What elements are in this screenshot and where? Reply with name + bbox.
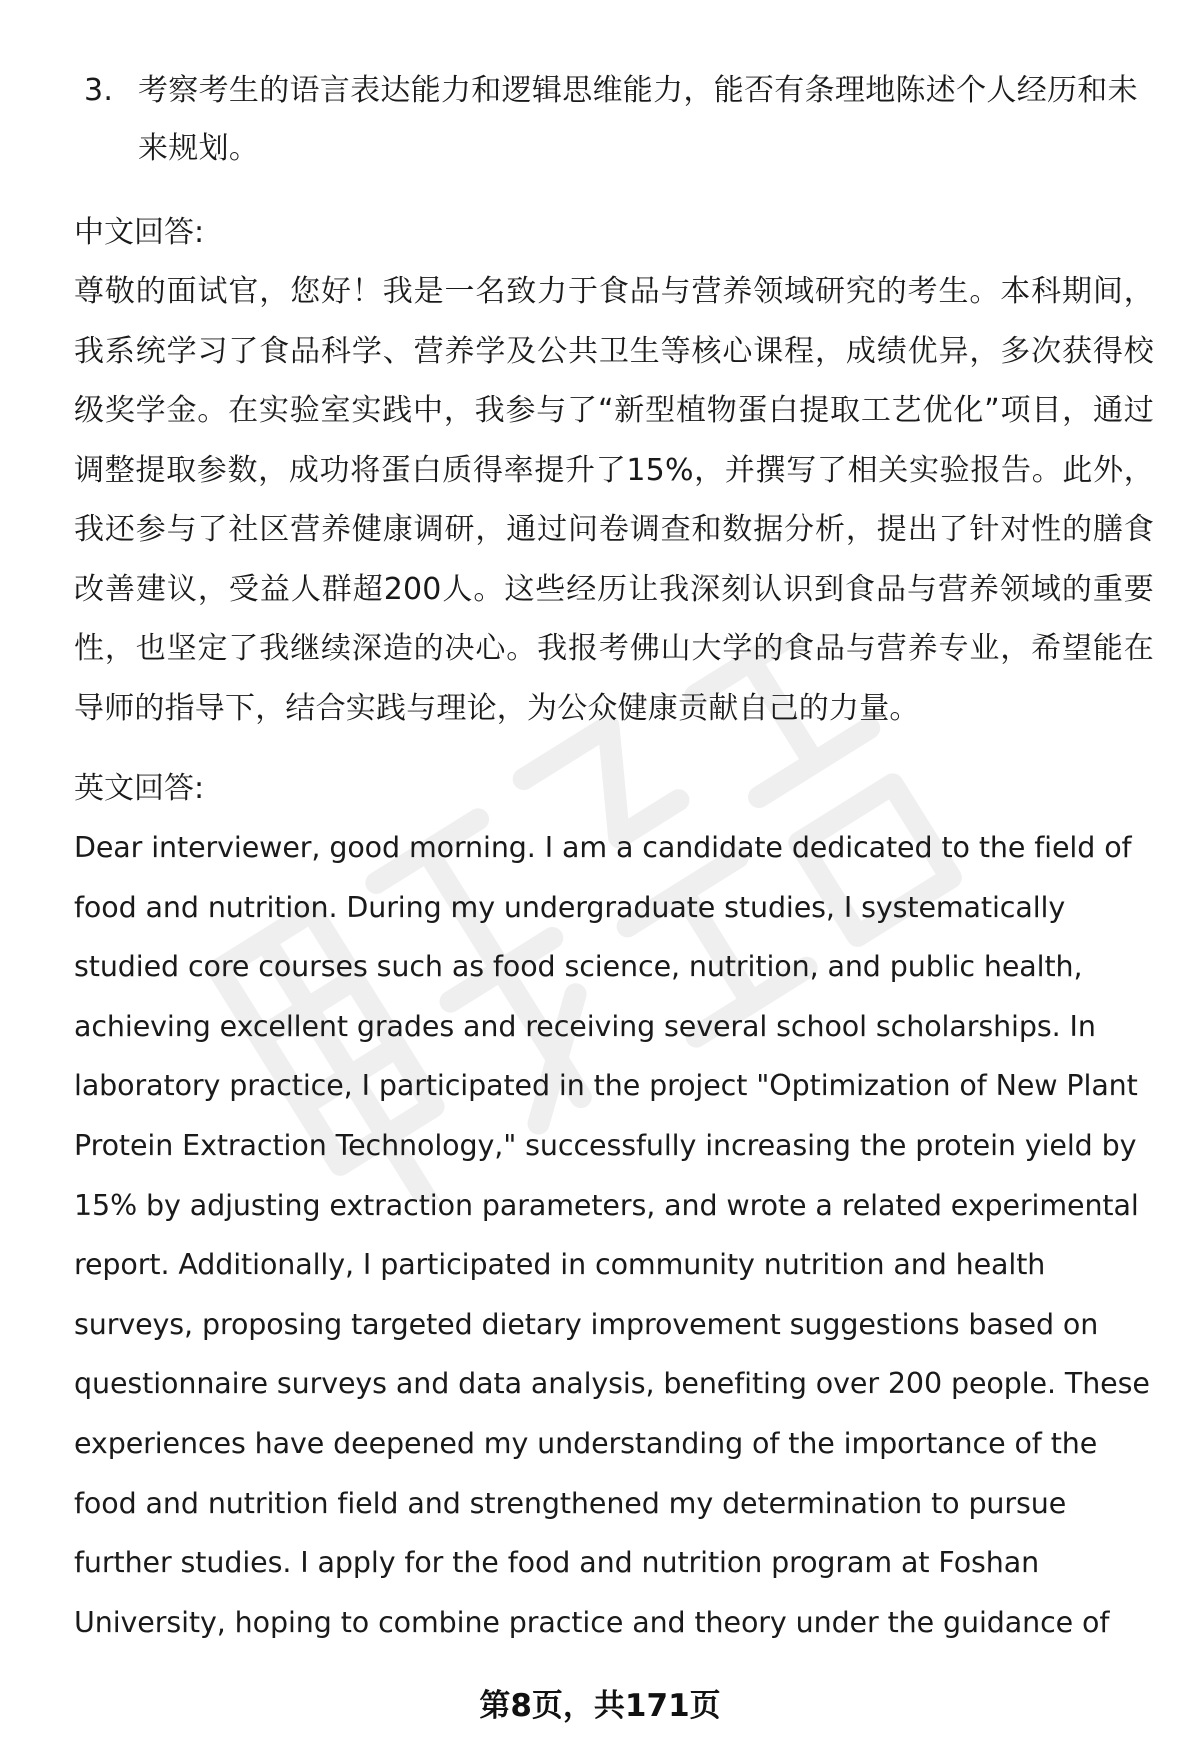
chinese-answer-label: 中文回答: xyxy=(74,215,205,250)
english-line: food and nutrition. During my undergraduate studies, I systematically xyxy=(74,890,1066,924)
english-line: University, hoping to combine practice and theory under the guidance of xyxy=(74,1605,1110,1639)
english-line: report. Additionally, I participated in community nutrition and health xyxy=(74,1248,1046,1282)
english-answer-text xyxy=(74,818,1154,1652)
english-line: experiences have deepened my understanding of the importance of the xyxy=(74,1426,1098,1460)
list-number: 3. xyxy=(84,73,114,108)
list-item xyxy=(74,62,1154,178)
english-line: laboratory practice, I participated in the project "Optimization of New Plant xyxy=(74,1069,1138,1103)
english-line: Dear interviewer, good morning. I am a candidate dedicated to the field of xyxy=(74,831,1132,864)
english-line: surveys, proposing targeted dietary improvement suggestions based on xyxy=(74,1307,1099,1341)
english-line: achieving excellent grades and receiving several school scholarships. In xyxy=(74,1009,1096,1043)
english-line: questionnaire surveys and data analysis, benefiting over 200 people. These xyxy=(74,1367,1150,1401)
chinese-answer-text: 尊敬的面试官，您好！我是一名致力于食品与营养领域研究的考生。本科期间，我系统学习了食品科学、营养学及公共卫生等核心课程，成绩优异，多次获得校级奖学金。在实验室实践中，我参与了“新型植物蛋白提取工艺优化”项目，通过调整提取参数，成功将蛋白质得率提升了15%，并撰写了相关实验报告。此外，我还参与了社区营养健康调研，通过问卷调查和数据分析，提出了针对性的膳食改善建议，受益人群超200人。这些经历让我深刻认识到食品与营养领域的重要性，也坚定了我继续深造的决心。我报考佛山大学的食品与营养专业，希望能在导师的指导下，结合实践与理论，为公众健康贡献自己的力量。 xyxy=(74,274,1154,726)
list-text: 考察考生的语言表达能力和逻辑思维能力，能否有条理地陈述个人经历和未来规划。 xyxy=(138,73,1138,166)
english-answer-label: 英文回答: xyxy=(74,771,205,806)
english-line: further studies. I apply for the food and nutrition program at Foshan xyxy=(74,1546,1040,1580)
document-content xyxy=(74,62,1154,1652)
english-line: food and nutrition field and strengthened my determination to pursue xyxy=(74,1486,1067,1520)
page-footer: 第8页，共171页 xyxy=(479,1688,721,1724)
english-line: studied core courses such as food science, nutrition, and public health, xyxy=(74,950,1083,984)
english-line: Protein Extraction Technology," successfully increasing the protein yield by xyxy=(74,1128,1137,1162)
english-line: 15% by adjusting extraction parameters, and wrote a related experimental xyxy=(74,1188,1139,1222)
